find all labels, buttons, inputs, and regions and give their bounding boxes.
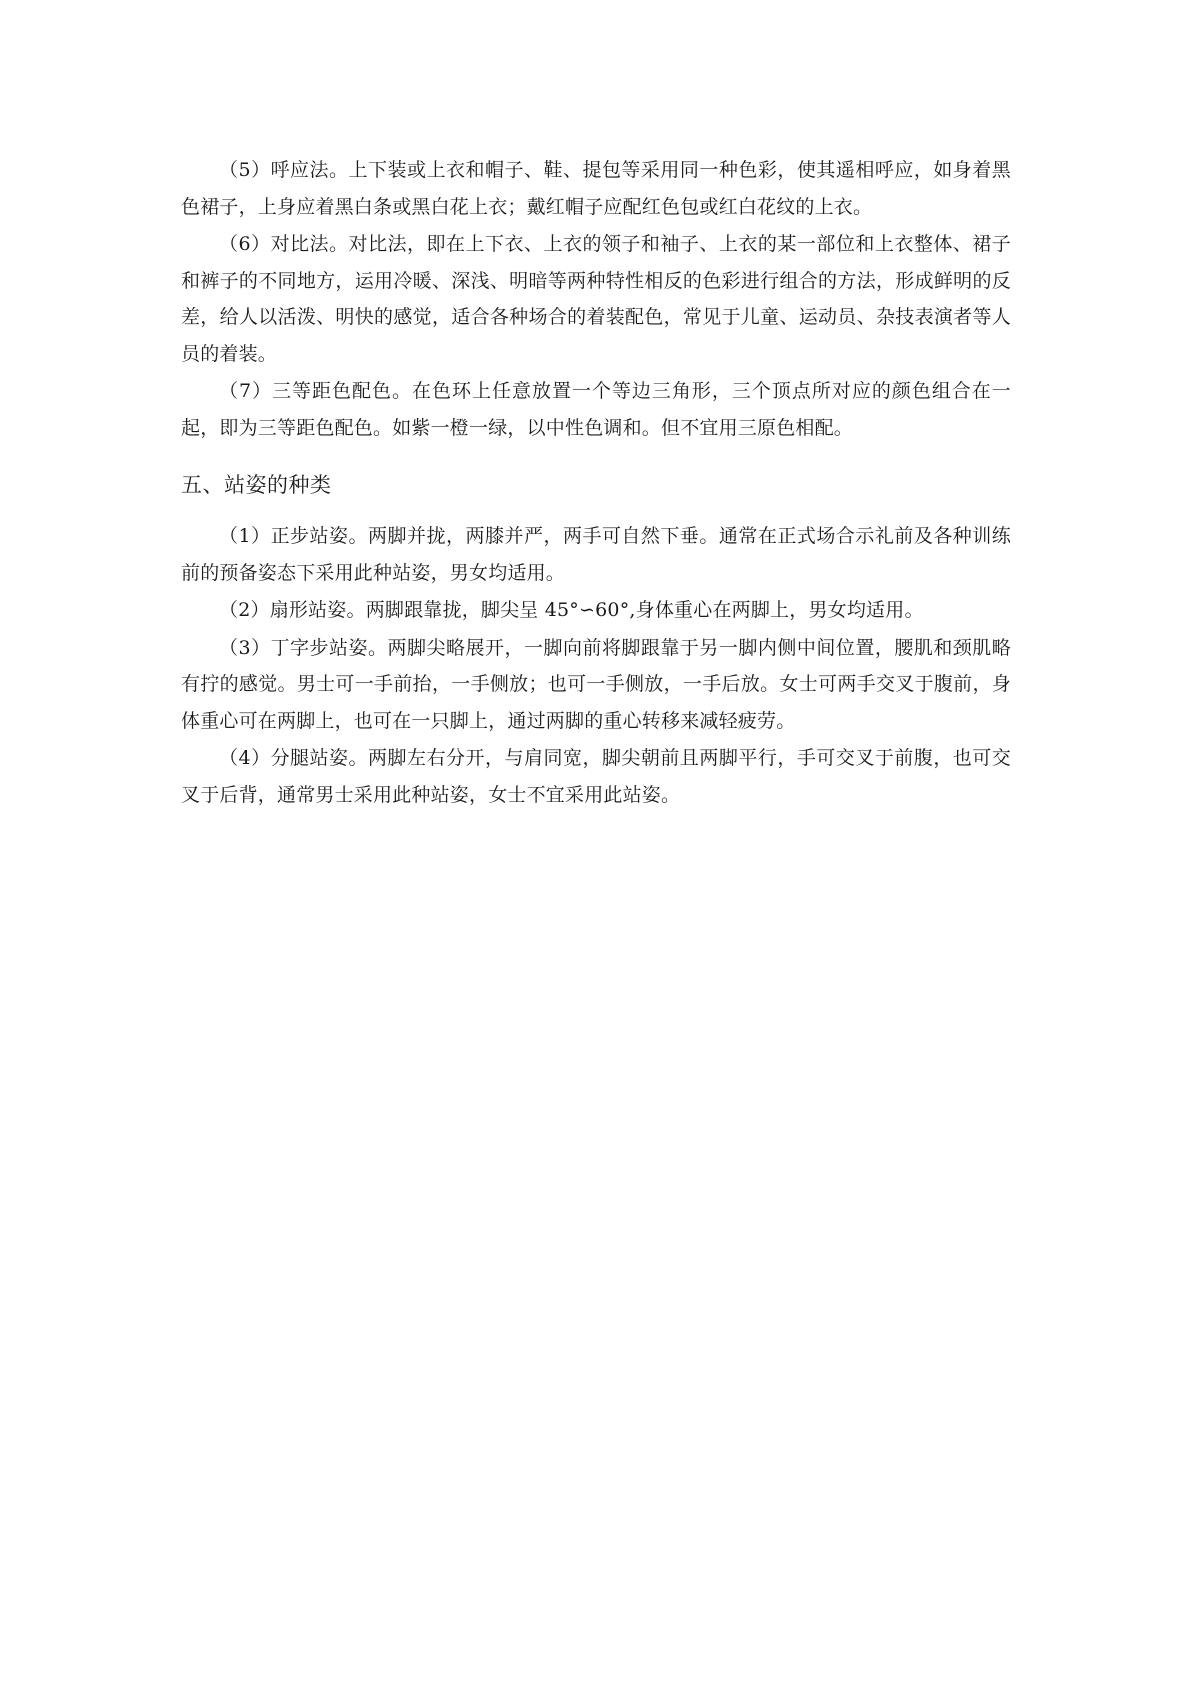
paragraph-attention-stance: （1）正步站姿。两脚并拢，两膝并严，两手可自然下垂。通常在正式场合示礼前及各种训练前的预备姿态下采用此种站姿，男女均适用。 [181, 525, 1011, 584]
section-title-standing-postures: 五、站姿的种类 [181, 473, 332, 497]
paragraph-t-stance: （3）丁字步站姿。两脚尖略展开，一脚向前将脚跟靠于另一脚内侧中间位置，腰肌和颈肌略有拧的感觉。男士可一手前抬，一手侧放；也可一手侧放，一手后放。女士可两手交叉于腹前，身体重心可在两脚上，也可在一只脚上，通过两脚的重心转移来减轻疲劳。 [181, 636, 1011, 732]
page-content [181, 152, 1011, 814]
paragraph-triadic-color: （7）三等距色配色。在色环上任意放置一个等边三角形，三个顶点所对应的颜色组合在一起，即为三等距色配色。如紫一橙一绿，以中性色调和。但不宜用三原色相配。 [181, 380, 1011, 439]
paragraph-split-leg-stance: （4）分腿站姿。两脚左右分开，与肩同宽，脚尖朝前且两脚平行，手可交叉于前腹，也可交叉于后背，通常男士采用此种站姿，女士不宜采用此站姿。 [181, 747, 1011, 806]
paragraph-fan-stance: （2）扇形站姿。两脚跟靠拢，脚尖呈 45°∽60°,身体重心在两脚上，男女均适用。 [219, 599, 924, 621]
paragraph-contrast-method: （6）对比法。对比法，即在上下衣、上衣的领子和袖子、上衣的某一部位和上衣整体、裙子和裤子的不同地方，运用冷暖、深浅、明暗等两种特性相反的色彩进行组合的方法，形成鲜明的反差，给人以活泼、明快的感觉，适合各种场合的着装配色，常见于儿童、运动员、杂技表演者等人员的着装。 [181, 233, 1011, 365]
paragraph-echo-method: （5）呼应法。上下装或上衣和帽子、鞋、提包等采用同一种色彩，使其遥相呼应，如身着黑色裙子，上身应着黑白条或黑白花上衣；戴红帽子应配红色包或红白花纹的上衣。 [181, 159, 1011, 218]
